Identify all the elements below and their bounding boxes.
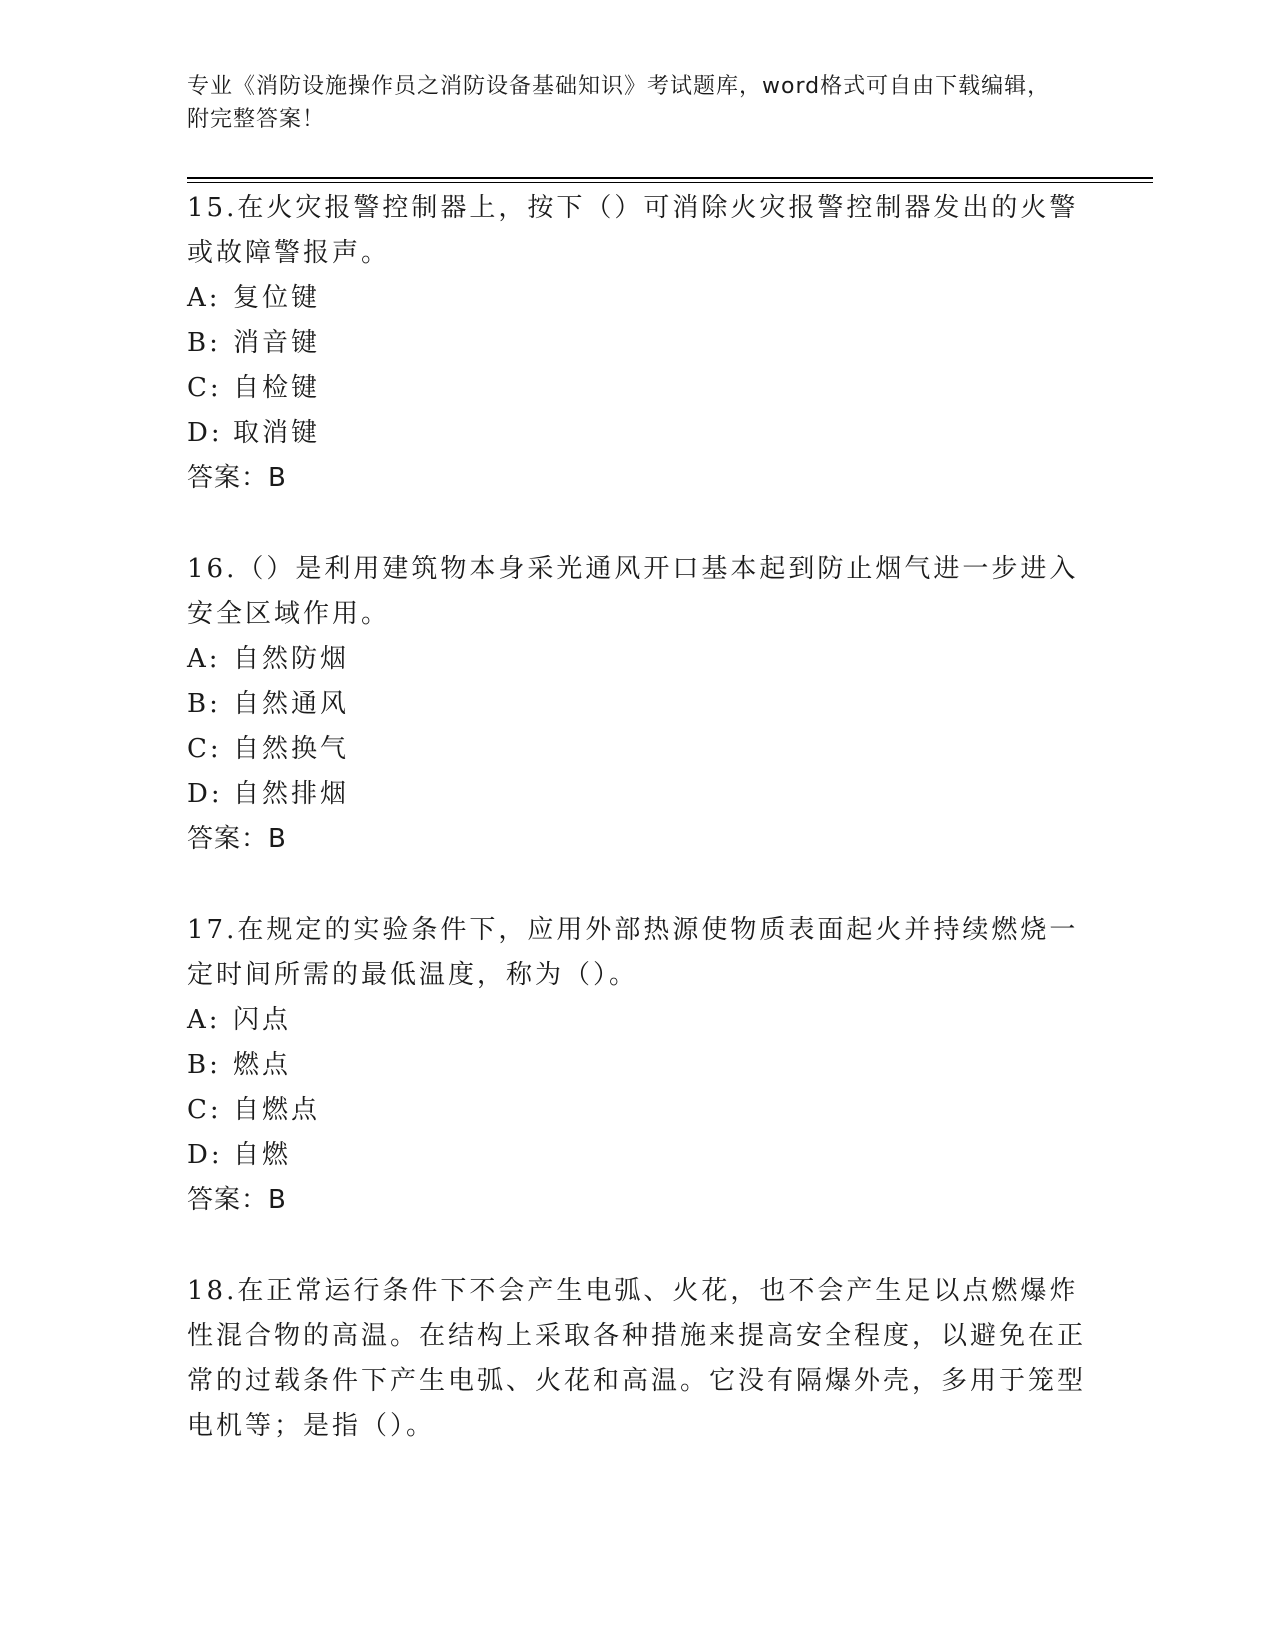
option-text: 消音键 — [233, 328, 321, 358]
question-list — [187, 186, 1087, 1495]
question-stem: 17.在规定的实验条件下，应用外部热源使物质表面起火并持续燃烧一定时间所需的最低温度，称为（）。 — [187, 915, 1079, 990]
option-c — [187, 1088, 1087, 1133]
option-label: C: — [187, 373, 222, 403]
question-15 — [187, 186, 1087, 501]
option-text: 复位键 — [233, 283, 321, 313]
option-label: B: — [187, 1050, 221, 1080]
question-16 — [187, 547, 1087, 862]
option-label: A: — [187, 283, 221, 313]
option-text: 自然防烟 — [233, 644, 350, 674]
option-c — [187, 727, 1087, 772]
option-label: D: — [187, 418, 223, 448]
option-text: 自燃点 — [233, 1095, 321, 1125]
document-header: 专业《消防设施操作员之消防设备基础知识》考试题库，word格式可自由下载编辑，附完整答案！ — [187, 74, 1051, 132]
option-text: 自然排烟 — [233, 779, 350, 809]
question-stem: 16.（）是利用建筑物本身采光通风开口基本起到防止烟气进一步进入安全区域作用。 — [187, 554, 1079, 629]
option-label: B: — [187, 689, 221, 719]
option-d — [187, 1133, 1087, 1178]
option-text: 自然换气 — [233, 734, 350, 764]
option-label: D: — [187, 1140, 223, 1170]
question-stem: 15.在火灾报警控制器上，按下（）可消除火灾报警控制器发出的火警或故障警报声。 — [187, 193, 1079, 268]
option-label: B: — [187, 328, 221, 358]
option-label: A: — [187, 1005, 221, 1035]
option-d — [187, 411, 1087, 456]
option-text: 燃点 — [233, 1050, 292, 1080]
option-text: 取消键 — [233, 418, 321, 448]
option-text: 自然通风 — [233, 689, 350, 719]
option-b — [187, 682, 1087, 727]
answer-line: 答案：B — [187, 1185, 287, 1215]
option-a — [187, 637, 1087, 682]
option-label: D: — [187, 779, 223, 809]
question-stem: 18.在正常运行条件下不会产生电弧、火花，也不会产生足以点燃爆炸性混合物的高温。在结构上采取各种措施来提高安全程度，以避免在正常的过载条件下产生电弧、火花和高温。它没有隔爆外壳，多用于笼型电机等；是指（）。 — [187, 1276, 1087, 1441]
option-label: C: — [187, 734, 222, 764]
question-17 — [187, 908, 1087, 1223]
option-text: 闪点 — [233, 1005, 292, 1035]
option-text: 自燃 — [233, 1140, 292, 1170]
option-label: C: — [187, 1095, 222, 1125]
answer-line: 答案：B — [187, 463, 287, 493]
header-rule-thick — [187, 177, 1153, 179]
option-b — [187, 321, 1087, 366]
answer-line: 答案：B — [187, 824, 287, 854]
option-b — [187, 1043, 1087, 1088]
option-a — [187, 276, 1087, 321]
option-c — [187, 366, 1087, 411]
question-18 — [187, 1269, 1087, 1449]
option-text: 自检键 — [233, 373, 321, 403]
option-d — [187, 772, 1087, 817]
header-rule-thin — [187, 182, 1153, 183]
option-a — [187, 998, 1087, 1043]
option-label: A: — [187, 644, 221, 674]
